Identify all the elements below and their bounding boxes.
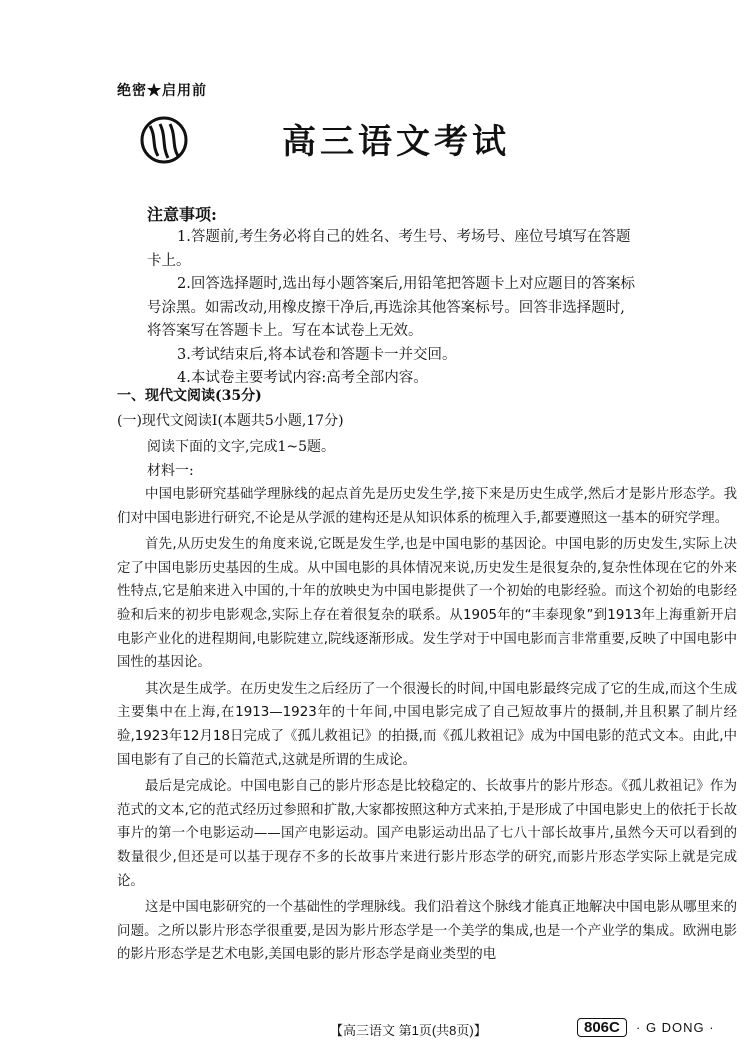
passage-paragraph: 最后是完成论。中国电影自己的影片形态是比较稳定的、长故事片的影片形态。《孤儿救祖记》作为范式的文本,它的范式经历过参照和扩散,大家都按照这种方式来拍,于是形成了中国电影史上的依托于长故事片的第一个电影运动——国产电影运动。国产电影运动出品了七八十部长故事片,虽然今天可以看到的数量很少,但还是可以基于现存不多的长故事片来进行影片形态学的研究,而影片形态学实际上就是完成论。: [117, 779, 737, 889]
notice-list: [147, 226, 637, 391]
passage-paragraph: 中国电影研究基础学理脉线的起点首先是历史发生学,接下来是历史生成学,然后才是影片形态学。我们对中国电影进行研究,不论是从学派的建构还是从知识体系的梳理入手,都要遵照这一基本的研究学理。: [117, 487, 737, 526]
notice-item: 3.考试结束后,将本试卷和答题卡一并交回。: [177, 346, 457, 363]
confidential-label: 绝密★启用前: [117, 83, 207, 99]
passage-paragraph: 其次是生成学。在历史发生之后经历了一个很漫长的时间,中国电影最终完成了它的生成,而这个生成主要集中在上海,在1913—1923年的十年间,中国电影完成了自己短故事片的摄制,并且积累了制片经验,1923年12月18日完成了《孤儿救祖记》的拍摄,而《孤儿救祖记》成为中国电影的范式文本。由此,中国电影有了自己的长篇范式,这就是所谓的生成论。: [117, 681, 737, 768]
notice-item: 2.回答选择题时,选出每小题答案后,用铅笔把答题卡上对应题目的答案标号涂黑。如需改动,用橡皮擦干净后,再选涂其他答案标号。回答非选择题时,将答案写在答题卡上。写在本试卷上无效。: [147, 276, 636, 339]
reading-passage: [117, 483, 737, 970]
section-heading: 一、现代文阅读(35分): [117, 388, 262, 404]
passage-paragraph: 这是中国电影研究的一个基础性的学理脉线。我们沿着这个脉线才能真正地解决中国电影从哪里来的问题。之所以影片形态学很重要,是因为影片形态学是一个美学的集成,也是一个产业学的集成。欧洲电影的影片形态学是艺术电影,美国电影的影片形态学是商业类型的电: [117, 900, 737, 963]
brand-mark: · G DONG ·: [636, 1020, 715, 1035]
subsection-heading: (一)现代文阅读Ⅰ(本题共5小题,17分): [117, 413, 344, 429]
reading-instruction: 阅读下面的文字,完成1~5题。: [147, 439, 335, 455]
passage-paragraph: 首先,从历史发生的角度来说,它既是发生学,也是中国电影的基因论。中国电影的历史发生,实际上决定了中国电影历史基因的生成。从中国电影的具体情况来说,历史发生是很复杂的,复杂性体现在它的外来性特点,它是舶来进入中国的,十年的放映史为中国电影提供了一个初始的电影经验。而这个初始的电影经验和后来的初步电影观念,实际上存在着很复杂的联系。从1905年的“丰泰现象”到1913年上海重新开启电影产业化的进程期间,电影院建立,院线逐渐形成。发生学对于中国电影而言非常重要,反映了中国电影中国性的基因论。: [117, 537, 737, 671]
material-label: 材料一:: [147, 463, 194, 479]
page-info: 【高三语文 第1页(共8页)】: [330, 1023, 487, 1038]
exam-code: 806C: [577, 1018, 627, 1037]
notice-item: 4.本试卷主要考试内容:高考全部内容。: [177, 370, 428, 386]
page-footer: [0, 1020, 752, 1044]
exam-title: 高三语文考试: [282, 122, 510, 162]
notice-heading: 注意事项:: [147, 205, 217, 224]
notice-item: 1.答题前,考生务必将自己的姓名、考生号、考场号、座位号填写在答题卡上。: [147, 229, 631, 269]
